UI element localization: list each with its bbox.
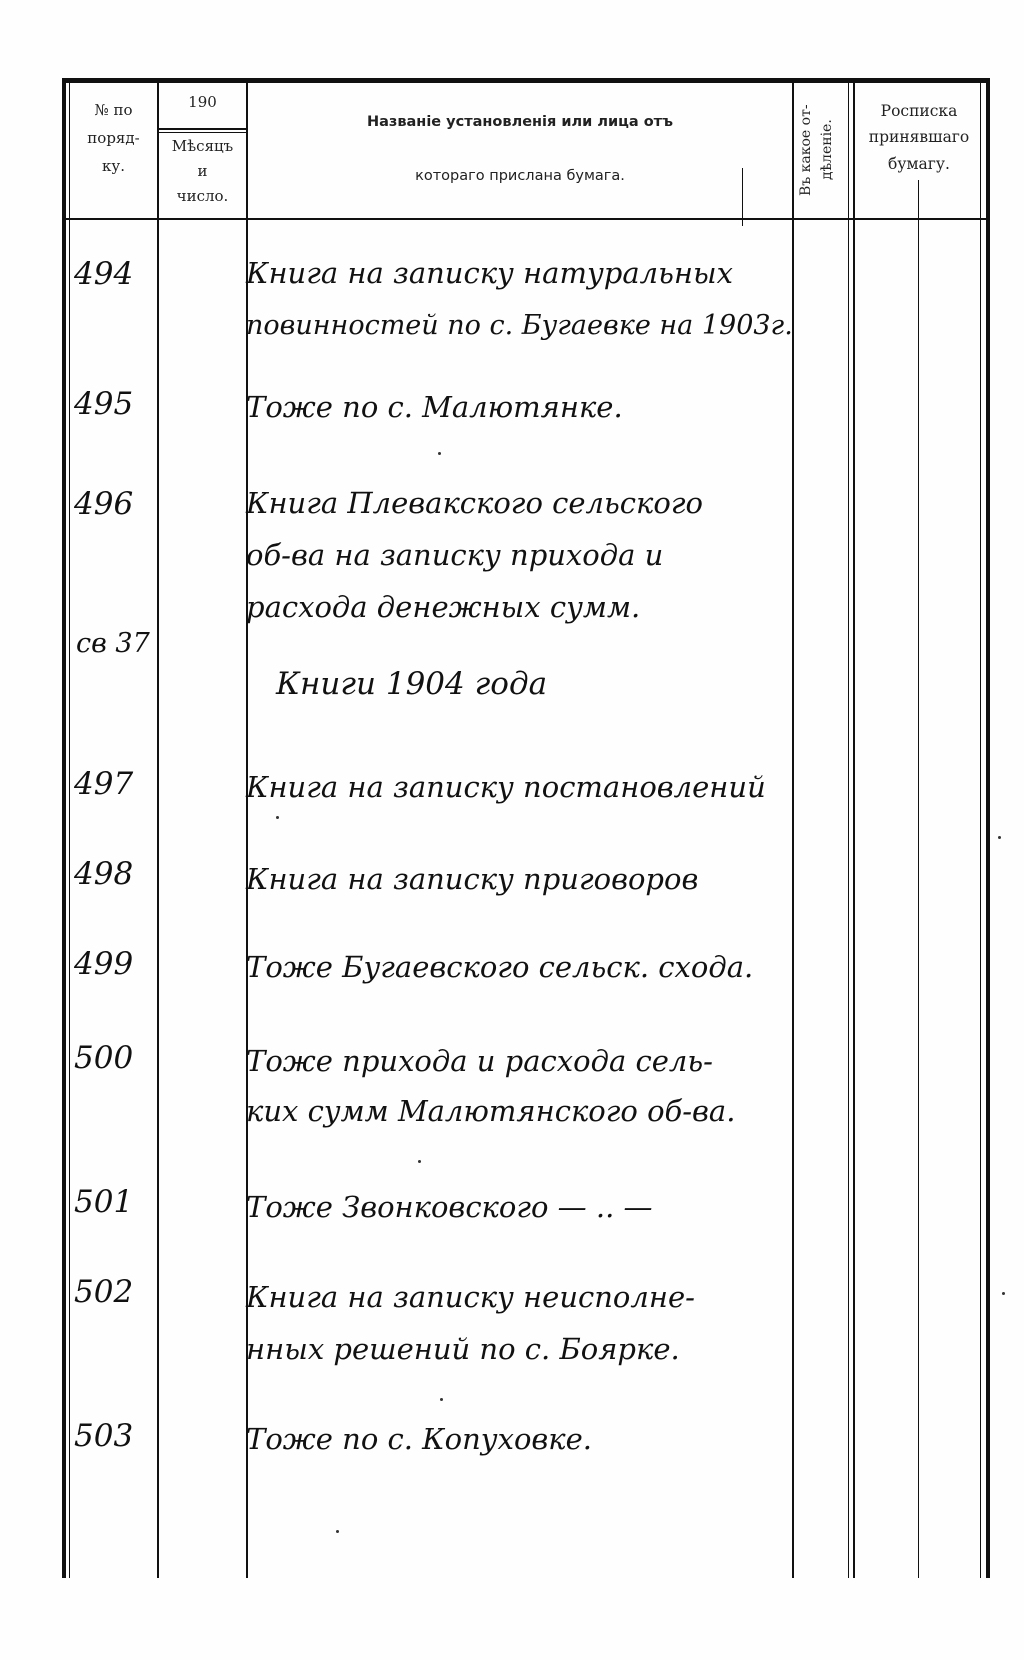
scan-speck bbox=[1002, 1292, 1005, 1295]
entry-text-line: расхода денежных сумм. bbox=[246, 590, 641, 624]
date-col-separator-2 bbox=[159, 132, 246, 133]
header-col-name-line1: Названіе установленія или лица отъ bbox=[367, 114, 673, 130]
header-col-name-line2: котораго прислана бумага. bbox=[415, 168, 625, 184]
header-col-no: № по поряд- ку. bbox=[87, 101, 140, 175]
right-border-inner bbox=[980, 78, 981, 1578]
entry-text-line: об-ва на записку прихода и bbox=[246, 538, 664, 572]
entry-text-line: Тоже по с. Копуховке. bbox=[246, 1422, 592, 1456]
receipt-rule bbox=[918, 180, 919, 1578]
right-border bbox=[986, 78, 990, 1578]
entry-text-line: повинностей по с. Бугаевке на 1903г. bbox=[246, 310, 793, 341]
entry-number: 503 bbox=[74, 1418, 134, 1454]
entry-text-line: Книга на записку натуральных bbox=[246, 256, 733, 290]
entry-text-line: Книга на записку неисполне- bbox=[246, 1280, 695, 1314]
table-top-border bbox=[62, 78, 990, 83]
marginal-note: св 37 bbox=[76, 628, 150, 659]
entry-text-line: нных решений по с. Боярке. bbox=[246, 1332, 680, 1366]
entry-text-line: Тоже по с. Малютянке. bbox=[246, 390, 623, 424]
date-col-separator bbox=[159, 128, 246, 130]
scan-speck bbox=[418, 1160, 421, 1163]
entry-text-line: Тоже прихода и расхода сель- bbox=[246, 1044, 713, 1078]
scan-speck bbox=[440, 1398, 443, 1401]
section-heading: Книги 1904 года bbox=[276, 666, 548, 702]
entry-number: 499 bbox=[74, 946, 134, 982]
entry-text-line: ких сумм Малютянского об-ва. bbox=[246, 1094, 736, 1128]
entry-number: 502 bbox=[74, 1274, 134, 1310]
header-bottom-border bbox=[62, 218, 990, 220]
entry-text-line: Книга Плевакского сельского bbox=[246, 486, 703, 520]
left-border-inner bbox=[69, 78, 70, 1578]
col-divider-no bbox=[157, 82, 159, 1578]
col-divider-dept bbox=[853, 82, 855, 1578]
entry-number: 495 bbox=[74, 386, 134, 422]
entry-text-line: Книга на записку постановлений bbox=[246, 770, 766, 804]
left-border bbox=[62, 78, 66, 1578]
scan-speck bbox=[276, 816, 279, 819]
entry-number: 497 bbox=[74, 766, 134, 802]
entry-text-line: Тоже Бугаевского сельск. схода. bbox=[246, 950, 754, 984]
entry-number: 501 bbox=[74, 1184, 134, 1220]
scan-speck bbox=[336, 1530, 339, 1533]
entry-number: 498 bbox=[74, 856, 134, 892]
scan-speck bbox=[438, 452, 441, 455]
header-col-dept: Въ какое от- дѣленіе. bbox=[798, 104, 835, 196]
entry-number: 500 bbox=[74, 1040, 134, 1076]
entry-text-line: Книга на записку приговоров bbox=[246, 862, 699, 896]
header-col-date: Мѣсяцъ и число. bbox=[171, 137, 234, 205]
header-col-year: 190 bbox=[188, 93, 217, 111]
entry-number: 494 bbox=[74, 256, 134, 292]
header-col-receipt: Росписка принявшаго бумагу. bbox=[868, 102, 970, 173]
entry-text-line: Тоже Звонковского — .. — bbox=[246, 1190, 653, 1224]
col-divider-name bbox=[792, 82, 794, 1578]
entry-number: 496 bbox=[74, 486, 134, 522]
col-divider-dept-inner bbox=[848, 82, 849, 1578]
scan-speck bbox=[998, 836, 1001, 839]
